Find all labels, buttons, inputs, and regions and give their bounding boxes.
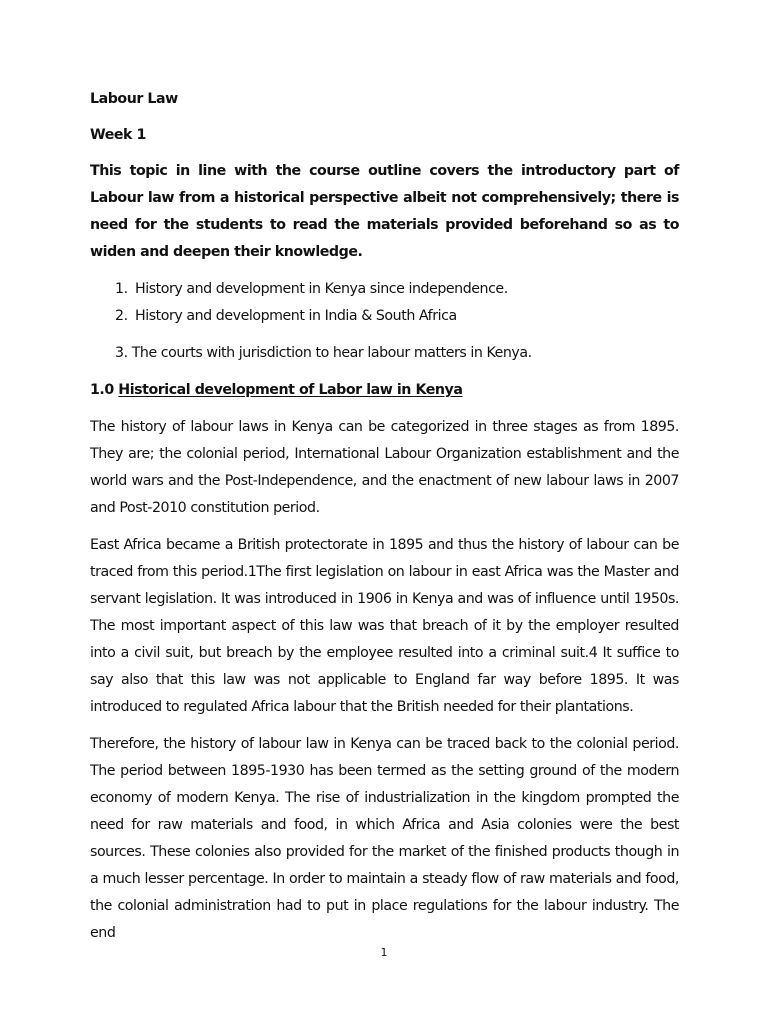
page-number: 1	[380, 946, 388, 959]
list-item	[90, 276, 679, 303]
document-title: Labour Law	[90, 91, 178, 107]
list-item	[90, 303, 679, 330]
week-heading: Week 1	[90, 127, 146, 143]
list-item-text: History and development in India & South Africa	[135, 308, 457, 324]
section-title: Historical development of Labor law in Kenya	[118, 382, 463, 398]
section-number: 1.0	[90, 382, 114, 398]
body-paragraph-2: East Africa became a British protectorate in 1895 and thus the history of labour can be traced from this period.1The first legislation on labour in east Africa was the Master and servant legislation. It was introduced in 1906 in Kenya and was of influence until 1950s. The most important aspect of this law was that breach of it by the employer resulted into a civil suit, but breach by the employee resulted into a criminal suit.4 It suffice to say also that this law was not applicable to England far way before 1895. It was introduced to regulated Africa labour that the British needed for their plantations.	[90, 537, 679, 715]
document-page	[90, 86, 679, 957]
list-item-3: 3. The courts with jurisdiction to hear labour matters in Kenya.	[115, 345, 532, 361]
body-paragraph-1: The history of labour laws in Kenya can be categorized in three stages as from 1895. They are; the colonial period, International Labour Organization establishment and the world wars and the Post-Independence, and the enactment of new labour laws in 2007 and Post-2010 constitution period.	[90, 419, 679, 516]
list-item-number: 1.	[115, 281, 128, 297]
intro-paragraph: This topic in line with the course outline covers the introductory part of Labour law from a historical perspective albeit not comprehensively; there is need for the students to read the materials provided beforehand so as to widen and deepen their knowledge.	[90, 163, 679, 260]
topic-list	[90, 276, 679, 330]
list-item-text: History and development in Kenya since independence.	[135, 281, 508, 297]
section-heading	[90, 377, 679, 404]
list-item-number: 2.	[115, 308, 128, 324]
body-paragraph-3: Therefore, the history of labour law in Kenya can be traced back to the colonial period. The period between 1895-1930 has been termed as the setting ground of the modern economy of modern Kenya. The rise of industrialization in the kingdom prompted the need for raw materials and food, in which Africa and Asia colonies were the best sources. These colonies also provided for the market of the finished products though in a much lesser percentage. In order to maintain a steady flow of raw materials and food, the colonial administration had to put in place regulations for the labour industry. The end	[90, 736, 679, 941]
